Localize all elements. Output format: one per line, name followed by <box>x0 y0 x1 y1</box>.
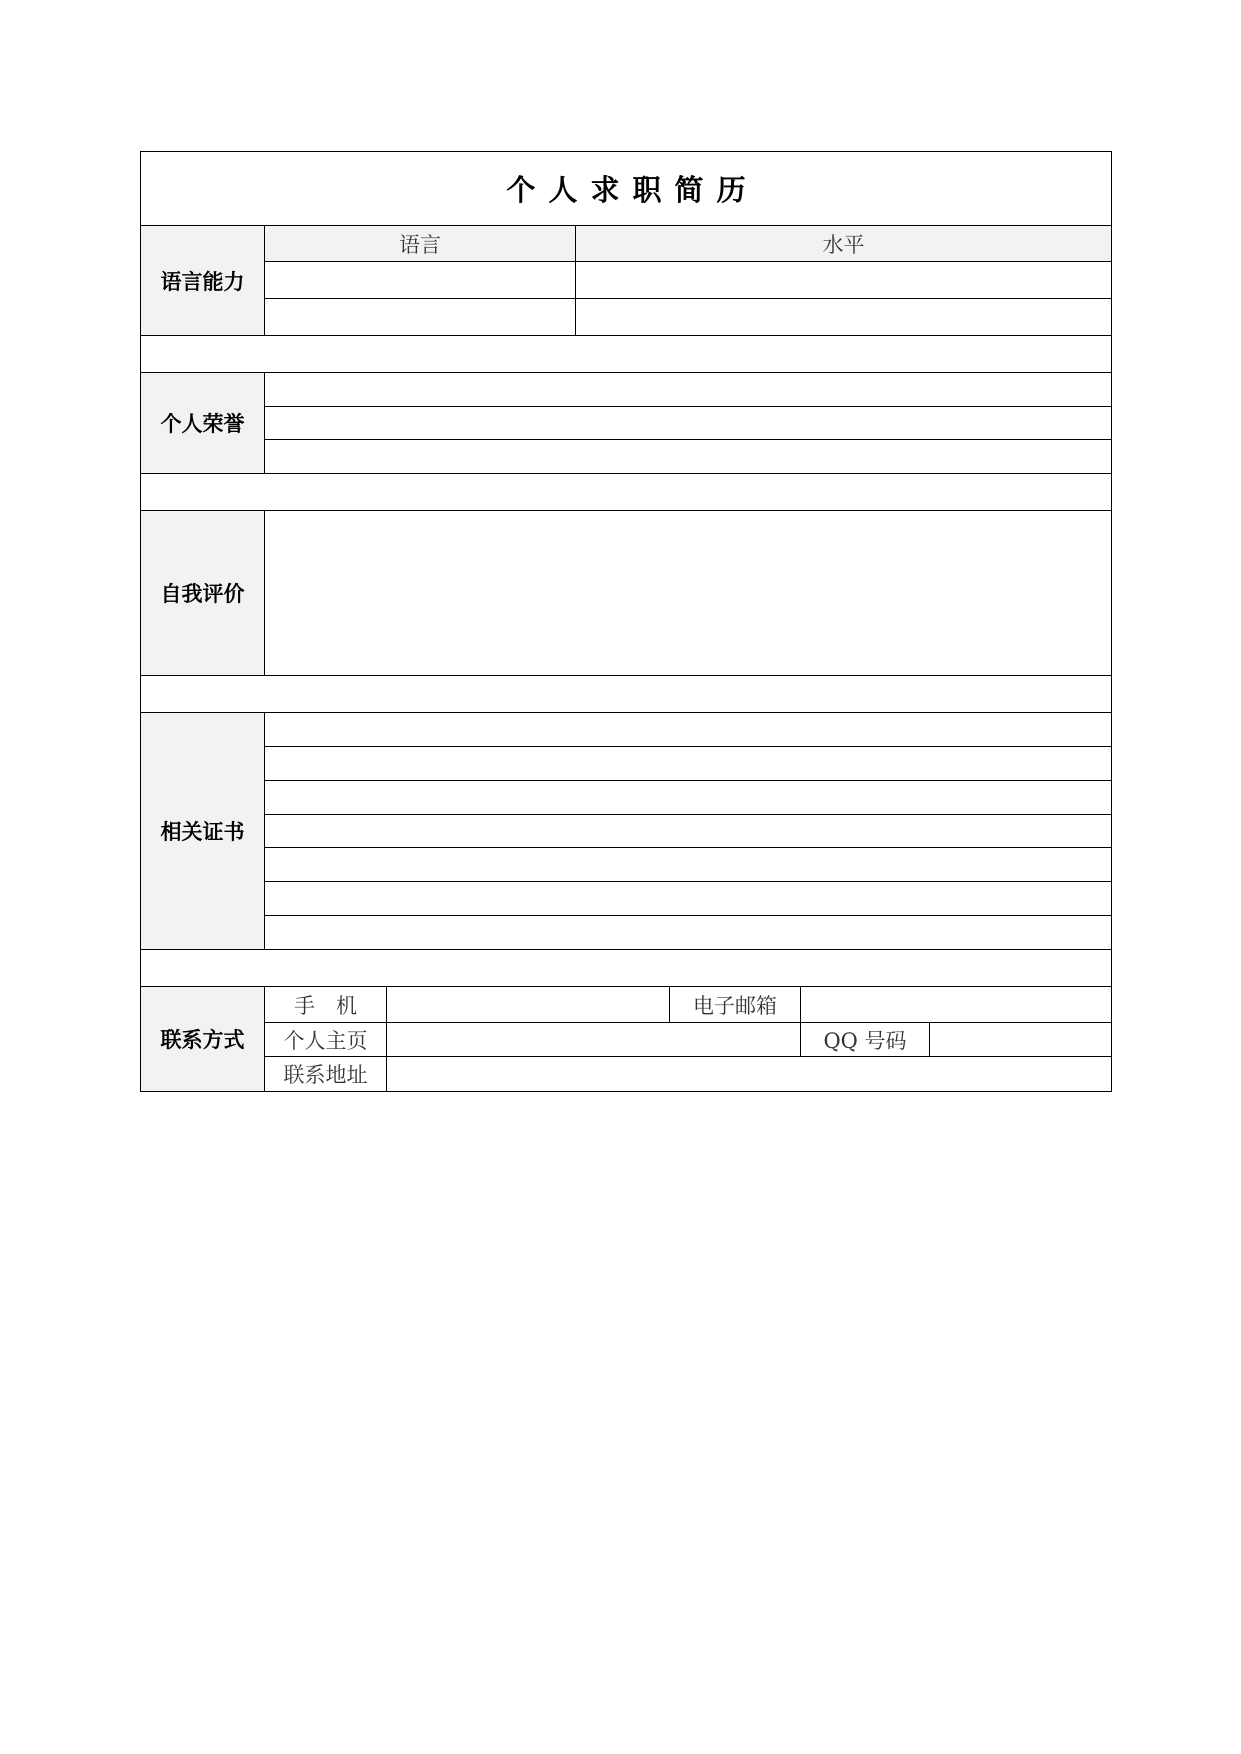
level-input-1[interactable] <box>576 262 1111 298</box>
phone-field[interactable] <box>387 987 670 1022</box>
language-input-1[interactable] <box>265 262 576 298</box>
language-input-2[interactable] <box>265 299 576 335</box>
honors-section <box>140 373 1112 474</box>
language-label: 语言能力 <box>141 226 265 335</box>
certificate-line[interactable] <box>265 781 1111 815</box>
section-spacer <box>140 676 1112 713</box>
qq-field[interactable] <box>930 1023 1111 1056</box>
address-label: 联系地址 <box>265 1057 387 1091</box>
self-eval-field[interactable] <box>265 511 1111 675</box>
language-section <box>140 226 1112 336</box>
certificate-line[interactable] <box>265 747 1111 781</box>
resume-table <box>140 151 1112 1092</box>
level-input-2[interactable] <box>576 299 1111 335</box>
language-col-header: 语言 <box>265 226 576 261</box>
certificate-line[interactable] <box>265 815 1111 849</box>
address-field[interactable] <box>387 1057 1111 1091</box>
contact-label: 联系方式 <box>141 987 265 1091</box>
certificate-line[interactable] <box>265 848 1111 882</box>
table-row <box>265 299 1111 335</box>
email-label: 电子邮箱 <box>670 987 801 1022</box>
section-spacer <box>140 950 1112 987</box>
phone-label: 手 机 <box>265 987 387 1022</box>
certificates-label: 相关证书 <box>141 713 265 949</box>
certificate-line[interactable] <box>265 713 1111 747</box>
level-col-header: 水平 <box>822 232 865 257</box>
page-title: 个人求职简历 <box>140 151 1112 226</box>
section-spacer <box>140 474 1112 511</box>
certificates-section <box>140 713 1112 950</box>
table-row <box>265 262 1111 299</box>
self-eval-label: 自我评价 <box>141 511 265 675</box>
honor-line[interactable] <box>265 407 1111 441</box>
self-eval-section <box>140 511 1112 676</box>
section-spacer <box>140 336 1112 373</box>
homepage-label: 个人主页 <box>265 1023 387 1056</box>
honors-label: 个人荣誉 <box>141 373 265 473</box>
certificate-line[interactable] <box>265 882 1111 916</box>
homepage-field[interactable] <box>387 1023 801 1056</box>
email-field[interactable] <box>801 987 1111 1022</box>
qq-label: QQ 号码 <box>801 1023 930 1056</box>
honor-line[interactable] <box>265 440 1111 473</box>
contact-section <box>140 987 1112 1092</box>
honor-line[interactable] <box>265 373 1111 407</box>
certificate-line[interactable] <box>265 916 1111 949</box>
